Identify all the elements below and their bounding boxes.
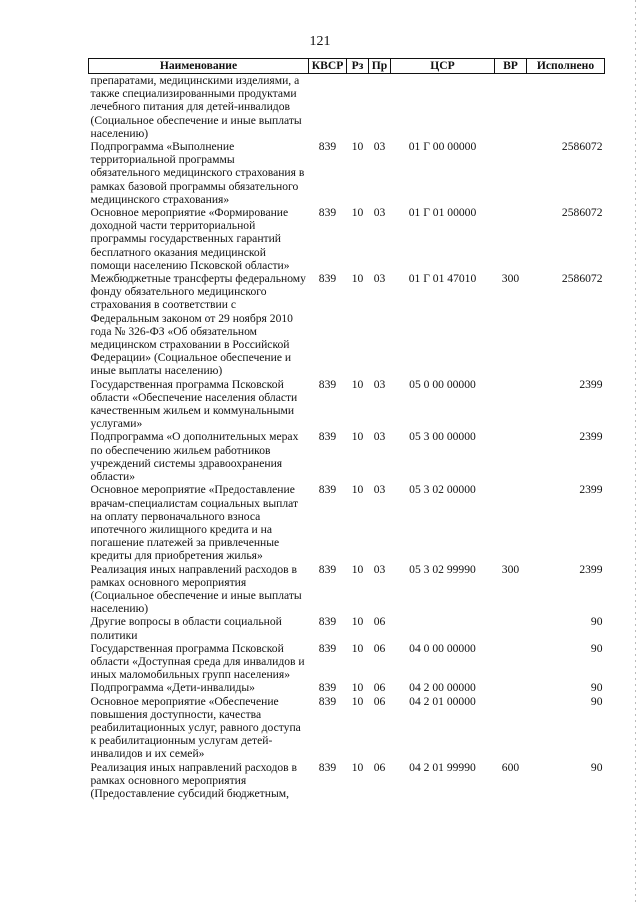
row-done: 2399 xyxy=(579,430,603,444)
header-name: Наименование xyxy=(89,59,309,74)
row-name: Межбюджетные трансферты федеральному фонду обязательного медицинского страхования в соответствии с Федеральным законом от 29 ноября 2010 года № 326-ФЗ «Об обязательном медицинском страховании в Российской Федерации» (Социальное обеспечение и иные выплаты населению) xyxy=(90,272,306,378)
row-csr: 01 Г 01 00000 xyxy=(408,206,477,220)
table-row xyxy=(89,206,605,272)
table-row xyxy=(89,140,605,206)
row-csr xyxy=(391,615,495,641)
budget-table xyxy=(88,58,605,800)
table-header-row xyxy=(89,59,605,74)
row-rz: 10 xyxy=(351,694,364,708)
table-row xyxy=(89,761,605,801)
row-done: 2586072 xyxy=(561,206,603,220)
row-pr: 03 xyxy=(373,206,386,220)
header-csr: ЦСР xyxy=(391,59,495,74)
row-done: 2399 xyxy=(579,562,603,576)
row-rz: 10 xyxy=(351,562,364,576)
row-pr: 06 xyxy=(373,681,386,695)
row-kvsr: 839 xyxy=(318,641,337,655)
row-name: Подпрограмма «Дети-инвалиды» xyxy=(90,681,255,695)
row-vr: 300 xyxy=(501,272,520,286)
row-csr: 04 0 00 00000 xyxy=(409,641,476,655)
row-name: препаратами, медицинскими изделиями, а также специализированными продуктами лечебного питания для детей-инвалидов (Социальное обеспечение и иные выплаты населению) xyxy=(90,74,302,140)
row-csr: 05 0 00 00000 xyxy=(409,377,476,391)
row-rz: 10 xyxy=(351,760,364,774)
row-pr: 03 xyxy=(373,272,386,286)
row-csr xyxy=(391,74,495,141)
row-kvsr: 839 xyxy=(318,140,337,154)
row-kvsr: 839 xyxy=(318,483,337,497)
row-name: Основное мероприятие «Предоставление врачам-специалистам социальных выплат на оплату первоначального взноса ипотечного жилищного кредита и на погашение платежей за привлеченные кредиты для приобретения жилья» xyxy=(90,483,299,563)
row-name: Реализация иных направлений расходов в рамках основного мероприятия (Социальное обеспечение и иные выплаты населению) xyxy=(90,562,302,616)
row-done: 2586072 xyxy=(561,140,603,154)
row-done: 2399 xyxy=(579,483,603,497)
row-pr: 03 xyxy=(373,483,386,497)
row-vr xyxy=(495,642,527,682)
row-vr xyxy=(495,695,527,761)
header-rz: Рз xyxy=(347,59,369,74)
row-kvsr: 839 xyxy=(318,272,337,286)
row-rz: 10 xyxy=(351,430,364,444)
row-vr xyxy=(495,140,527,206)
row-vr xyxy=(495,615,527,641)
row-kvsr: 839 xyxy=(318,206,337,220)
row-kvsr: 839 xyxy=(318,377,337,391)
row-name: Основное мероприятие «Обеспечение повышения доступности, качества реабилитационных услуг, равного доступа к реабилитационным услугам детей-инвалидов и их семей» xyxy=(90,694,301,761)
row-kvsr: 839 xyxy=(318,694,337,708)
row-csr: 05 3 02 00000 xyxy=(409,483,476,497)
row-pr xyxy=(369,74,391,141)
row-kvsr: 839 xyxy=(318,430,337,444)
row-vr xyxy=(495,74,527,141)
row-done: 90 xyxy=(590,681,603,695)
row-pr: 06 xyxy=(373,641,386,655)
row-kvsr xyxy=(309,74,347,141)
row-done: 90 xyxy=(590,615,603,629)
row-csr: 01 Г 01 47010 xyxy=(408,272,477,286)
row-done: 90 xyxy=(590,760,603,774)
row-pr: 03 xyxy=(373,377,386,391)
row-name: Реализация иных направлений расходов в рамках основного мероприятия (Предоставление субсидий бюджетным, xyxy=(90,760,297,800)
row-vr xyxy=(495,483,527,562)
row-pr: 03 xyxy=(373,430,386,444)
table-row xyxy=(89,615,605,641)
row-done xyxy=(527,74,605,141)
row-done: 90 xyxy=(590,694,603,708)
row-name: Подпрограмма «Выполнение территориальной программы обязательного медицинского страхования в рамках базовой программы обязательного медицинского страхования» xyxy=(90,140,305,206)
table-row xyxy=(89,430,605,483)
row-csr: 04 2 01 99990 xyxy=(409,760,476,774)
table-row xyxy=(89,563,605,616)
table-row xyxy=(89,483,605,562)
row-pr: 03 xyxy=(373,562,386,576)
row-rz xyxy=(347,74,369,141)
page-number: 121 xyxy=(309,34,331,49)
row-rz: 10 xyxy=(351,206,364,220)
row-vr xyxy=(495,378,527,431)
row-name: Государственная программа Псковской области «Обеспечение населения области качественным жильем и коммунальными услугами» xyxy=(90,377,298,431)
row-kvsr: 839 xyxy=(318,760,337,774)
row-name: Подпрограмма «О дополнительных мерах по обеспечению жильем работников учреждений системы здравоохранения области» xyxy=(90,430,299,484)
row-csr: 01 Г 00 00000 xyxy=(408,140,477,154)
row-vr: 300 xyxy=(501,562,520,576)
row-rz: 10 xyxy=(351,272,364,286)
row-pr: 03 xyxy=(373,140,386,154)
row-kvsr: 839 xyxy=(318,615,337,629)
row-vr xyxy=(495,681,527,694)
row-vr xyxy=(495,430,527,483)
row-csr: 05 3 00 00000 xyxy=(409,430,476,444)
row-vr xyxy=(495,206,527,272)
table-row xyxy=(89,642,605,682)
table-row xyxy=(89,74,605,141)
row-pr: 06 xyxy=(373,760,386,774)
table-row xyxy=(89,378,605,431)
row-rz: 10 xyxy=(351,377,364,391)
row-kvsr: 839 xyxy=(318,562,337,576)
row-pr: 06 xyxy=(373,615,386,629)
row-rz: 10 xyxy=(351,483,364,497)
row-done: 2399 xyxy=(579,377,603,391)
row-vr: 600 xyxy=(501,760,520,774)
row-done: 2586072 xyxy=(561,272,603,286)
row-name: Основное мероприятие «Формирование доходной части территориальной программы государственных гарантий бесплатного оказания медицинской помощи населению Псковской области» xyxy=(90,206,290,272)
header-pr: Пр xyxy=(369,59,391,74)
header-kvsr: КВСР xyxy=(309,59,347,74)
row-kvsr: 839 xyxy=(318,681,337,695)
row-rz: 10 xyxy=(351,615,364,629)
row-rz: 10 xyxy=(351,681,364,695)
header-vr: ВР xyxy=(495,59,527,74)
table-row xyxy=(89,695,605,761)
header-done: Исполнено xyxy=(527,59,605,74)
table-row xyxy=(89,681,605,694)
row-pr: 06 xyxy=(373,694,386,708)
row-rz: 10 xyxy=(351,140,364,154)
table-row xyxy=(89,272,605,378)
row-csr: 04 2 01 00000 xyxy=(409,694,476,708)
row-done: 90 xyxy=(590,641,603,655)
row-name: Другие вопросы в области социальной политики xyxy=(90,615,282,642)
row-name: Государственная программа Псковской области «Доступная среда для инвалидов и иных маломобильных групп населения» xyxy=(90,641,305,682)
row-rz: 10 xyxy=(351,641,364,655)
scan-edge-mark xyxy=(635,0,636,905)
row-csr: 04 2 00 00000 xyxy=(409,681,476,695)
row-csr: 05 3 02 99990 xyxy=(409,562,476,576)
